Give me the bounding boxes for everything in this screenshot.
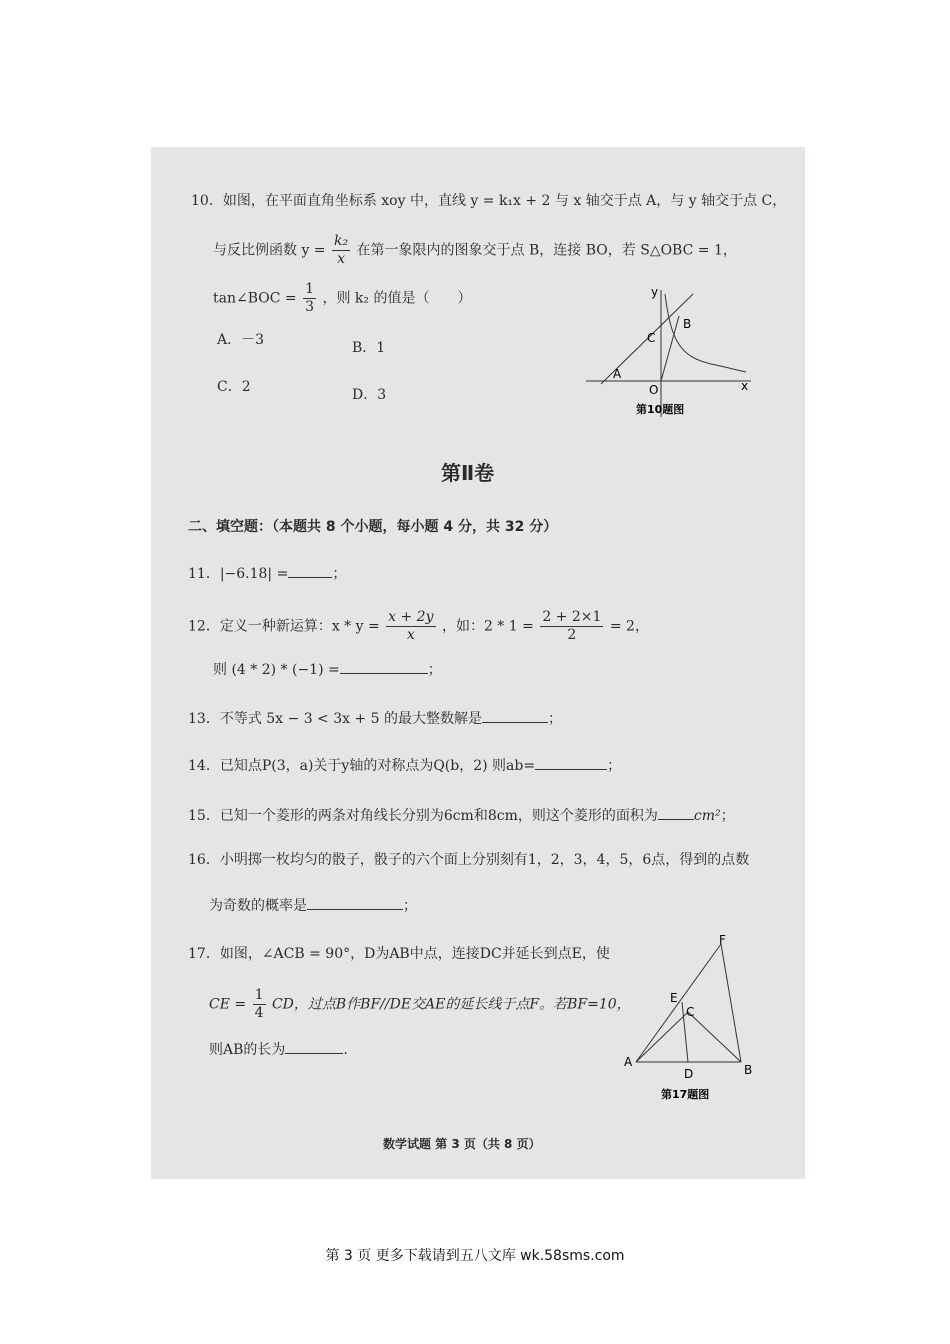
fig10-label-x: x bbox=[741, 379, 749, 393]
fig10-label-c: C bbox=[647, 331, 656, 345]
fig17-caption: 第17题图 bbox=[661, 1088, 710, 1101]
q17-figure bbox=[616, 932, 766, 1102]
q10-option-b: B．1 bbox=[352, 340, 386, 356]
q12-line1: 12．定义一种新运算：x * y = $\frac{x + 2y}{x}$ ，如：2 * 1 = $\frac{2 + 2\times 1}{2}$ = 2， bbox=[188, 609, 649, 643]
fig17-label-f: F bbox=[719, 933, 726, 947]
q16-line1: 16．小明掷一枚均匀的骰子，骰子的六个面上分别刻有1，2，3，4，5，6点，得到的点数 bbox=[188, 852, 750, 868]
fig17-label-d: D bbox=[684, 1067, 694, 1081]
q10-option-a: A．－3 bbox=[217, 332, 265, 348]
fig17-label-c: C bbox=[686, 1005, 695, 1019]
q10-line3: tan∠BOC = $\frac{1}{3}$ ，则 k₂ 的值是（ ） bbox=[213, 281, 472, 315]
fig10-caption: 第10题图 bbox=[636, 403, 685, 416]
section-title: 第Ⅱ卷 bbox=[441, 461, 495, 485]
q10-option-c: C．2 bbox=[217, 379, 251, 395]
exam-page-footer: 数学试题 第 3 页（共 8 页） bbox=[383, 1137, 541, 1151]
fig10-label-a: A bbox=[613, 367, 622, 381]
fig17-label-a: A bbox=[624, 1055, 633, 1069]
q17-line1: 17．如图，∠ACB = 90°，D为AB中点，连接DC并延长到点E，使 bbox=[188, 946, 610, 962]
fig10-label-b: B bbox=[683, 317, 692, 331]
fig10-label-y: y bbox=[651, 285, 659, 299]
q10-figure bbox=[581, 282, 761, 422]
q16-line2: 为奇数的概率是 ； bbox=[209, 898, 417, 914]
q15: 15．已知一个菱形的两条对角线长分别为6cm和8cm，则这个菱形的面积为 cm²； bbox=[188, 808, 735, 824]
section2-header: 二、填空题：（本题共 8 个小题，每小题 4 分，共 32 分） bbox=[188, 519, 558, 535]
q17-line2: CE = $\frac{1}{4}$ CD，过点B作BF//DE交AE的延长线于点F。若BF=10， bbox=[209, 987, 631, 1021]
q13: 13．不等式 5x − 3 < 3x + 5 的最大整数解是 ； bbox=[188, 711, 563, 727]
fig17-label-e: E bbox=[670, 991, 678, 1005]
scanned-exam-page bbox=[151, 147, 805, 1179]
q10-option-d: D．3 bbox=[352, 387, 387, 403]
q10-line2: 与反比例函数 y = $\frac{\text{k₂}}{x}$ 在第一象限内的图象交于点 B，连接 BO，若 S△OBC = 1， bbox=[213, 233, 737, 267]
fig17-label-b: B bbox=[744, 1063, 753, 1077]
document-footer: 第 3 页 更多下载请到五八文库 wk.58sms.com bbox=[325, 1248, 625, 1264]
q14: 14．已知点P(3，a)关于y轴的对称点为Q(b，2) 则ab= ； bbox=[188, 758, 622, 774]
q12-line2: 则 (4 * 2) * (−1) = ； bbox=[213, 662, 442, 678]
q10-line1: 10．如图，在平面直角坐标系 xoy 中，直线 y = k₁x + 2 与 x 轴交于点 A，与 y 轴交于点 C， bbox=[191, 193, 787, 209]
fig10-label-o: O bbox=[649, 383, 659, 397]
q11: 11．|−6.18| = ； bbox=[188, 566, 347, 582]
q17-line3: 则AB的长为 . bbox=[209, 1042, 348, 1058]
